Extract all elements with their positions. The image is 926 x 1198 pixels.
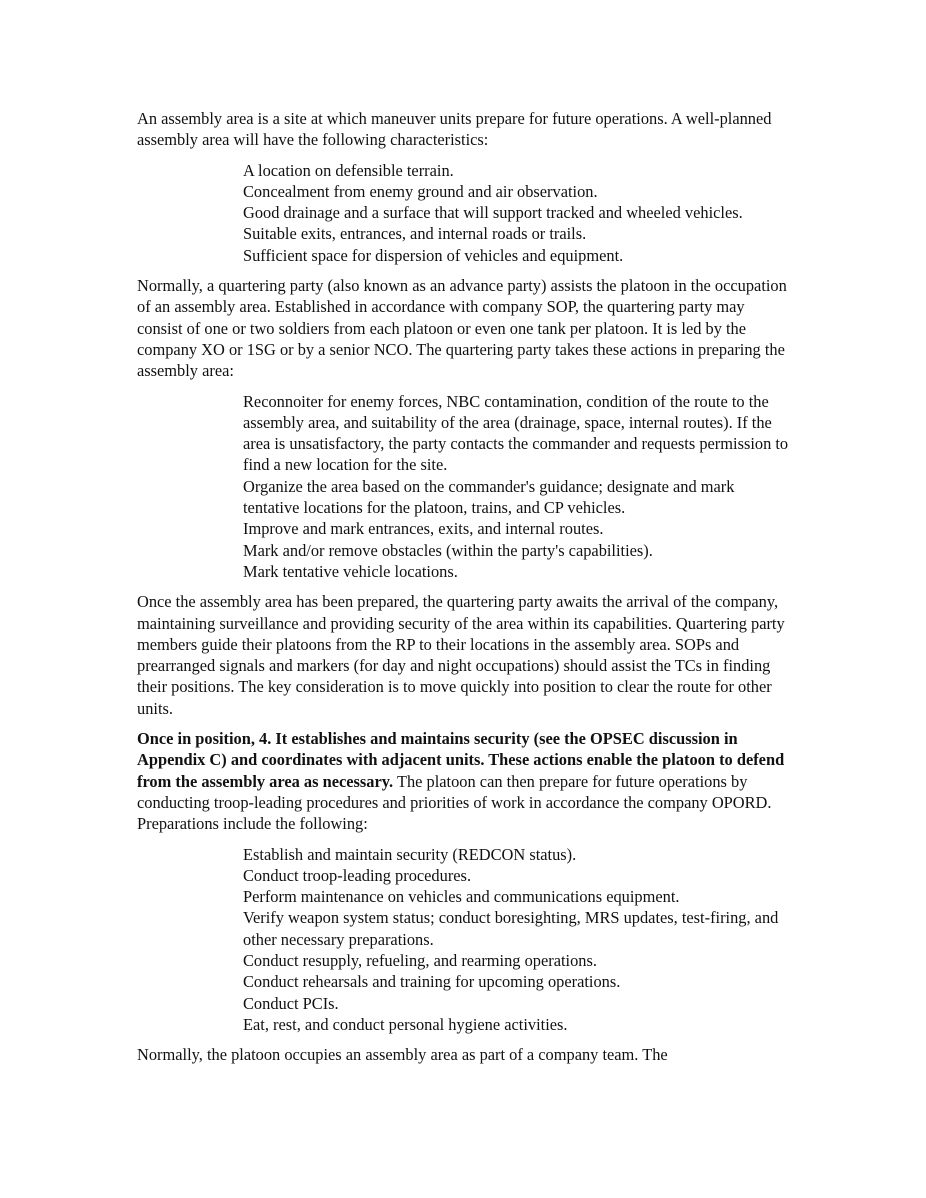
list-item: Improve and mark entrances, exits, and internal routes.	[243, 519, 604, 539]
list-item: Conduct PCIs.	[243, 993, 339, 1013]
list-item: Reconnoiter for enemy forces, NBC contamination, condition of the route to the assembly area, and suitability of the area (drainage, space, internal routes). If the area is unsatisfactory, the party contacts the commander and requests permission to find a new location for the site.	[243, 391, 789, 475]
list-item: Conduct troop-leading procedures.	[243, 865, 472, 885]
list-item: Verify weapon system status; conduct boresighting, MRS updates, test-firing, and other necessary preparations.	[243, 908, 779, 949]
list-item: Conduct resupply, refueling, and rearming operations.	[243, 950, 597, 970]
list-item: Mark tentative vehicle locations.	[243, 561, 458, 581]
paragraph-once-in-position	[137, 728, 792, 834]
list-assembly-area-characteristics	[137, 160, 792, 266]
list-item: Establish and maintain security (REDCON status).	[243, 844, 577, 864]
paragraph-continuation: The platoon can then prepare for future operations by conducting troop-leading procedures and priorities of work in accordance the company OPORD. Preparations include the following:	[137, 771, 772, 834]
list-item: Organize the area based on the commander's guidance; designate and mark tentative locations for the platoon, trains, and CP vehicles.	[243, 476, 735, 518]
paragraph-quartering-party: Normally, a quartering party (also known as an advance party) assists the platoon in the occupation of an assembly area. Established in accordance with company SOP, the quartering party may consist of one or two soldiers from each platoon or even one tank per platoon. It is led by the company XO or 1SG or by a senior NCO. The quartering party takes these actions in preparing the assembly area:	[137, 276, 787, 381]
list-item: Sufficient space for dispersion of vehicles and equipment.	[243, 245, 624, 265]
paragraph-area-prepared: Once the assembly area has been prepared, the quartering party awaits the arrival of the company, maintaining surveillance and providing security of the area within its capabilities. Quartering party members guide their platoons from the RP to their locations in the assembly area. SOPs and prearranged signals and markers (for day and night occupations) should assist the TCs in finding their positions. The key consideration is to move quickly into position to clear the route for other units.	[137, 592, 785, 718]
list-item: Good drainage and a surface that will support tracked and wheeled vehicles.	[243, 203, 743, 223]
list-preparations	[137, 844, 792, 1036]
list-item: A location on defensible terrain.	[243, 160, 454, 180]
list-item: Perform maintenance on vehicles and communications equipment.	[243, 887, 680, 907]
list-item: Suitable exits, entrances, and internal roads or trails.	[243, 224, 587, 244]
paragraph-bold-lead: Once in position, 4. It establishes and maintains security (see the OPSEC discussion in Appendix C) and coordinates with adjacent units. These actions enable the platoon to defend from the assembly area as necessary.	[137, 729, 785, 791]
document-page	[137, 108, 792, 1074]
list-item: Conduct rehearsals and training for upcoming operations.	[243, 972, 621, 992]
list-item: Concealment from enemy ground and air observation.	[243, 181, 598, 201]
list-quartering-party-actions	[137, 391, 792, 583]
list-item: Eat, rest, and conduct personal hygiene activities.	[243, 1014, 568, 1034]
paragraph-company-team: Normally, the platoon occupies an assembly area as part of a company team. The	[137, 1045, 668, 1065]
list-item: Mark and/or remove obstacles (within the party's capabilities).	[243, 540, 653, 560]
paragraph-assembly-area-definition: An assembly area is a site at which maneuver units prepare for future operations. A well-planned assembly area will have the following characteristics:	[137, 109, 772, 150]
